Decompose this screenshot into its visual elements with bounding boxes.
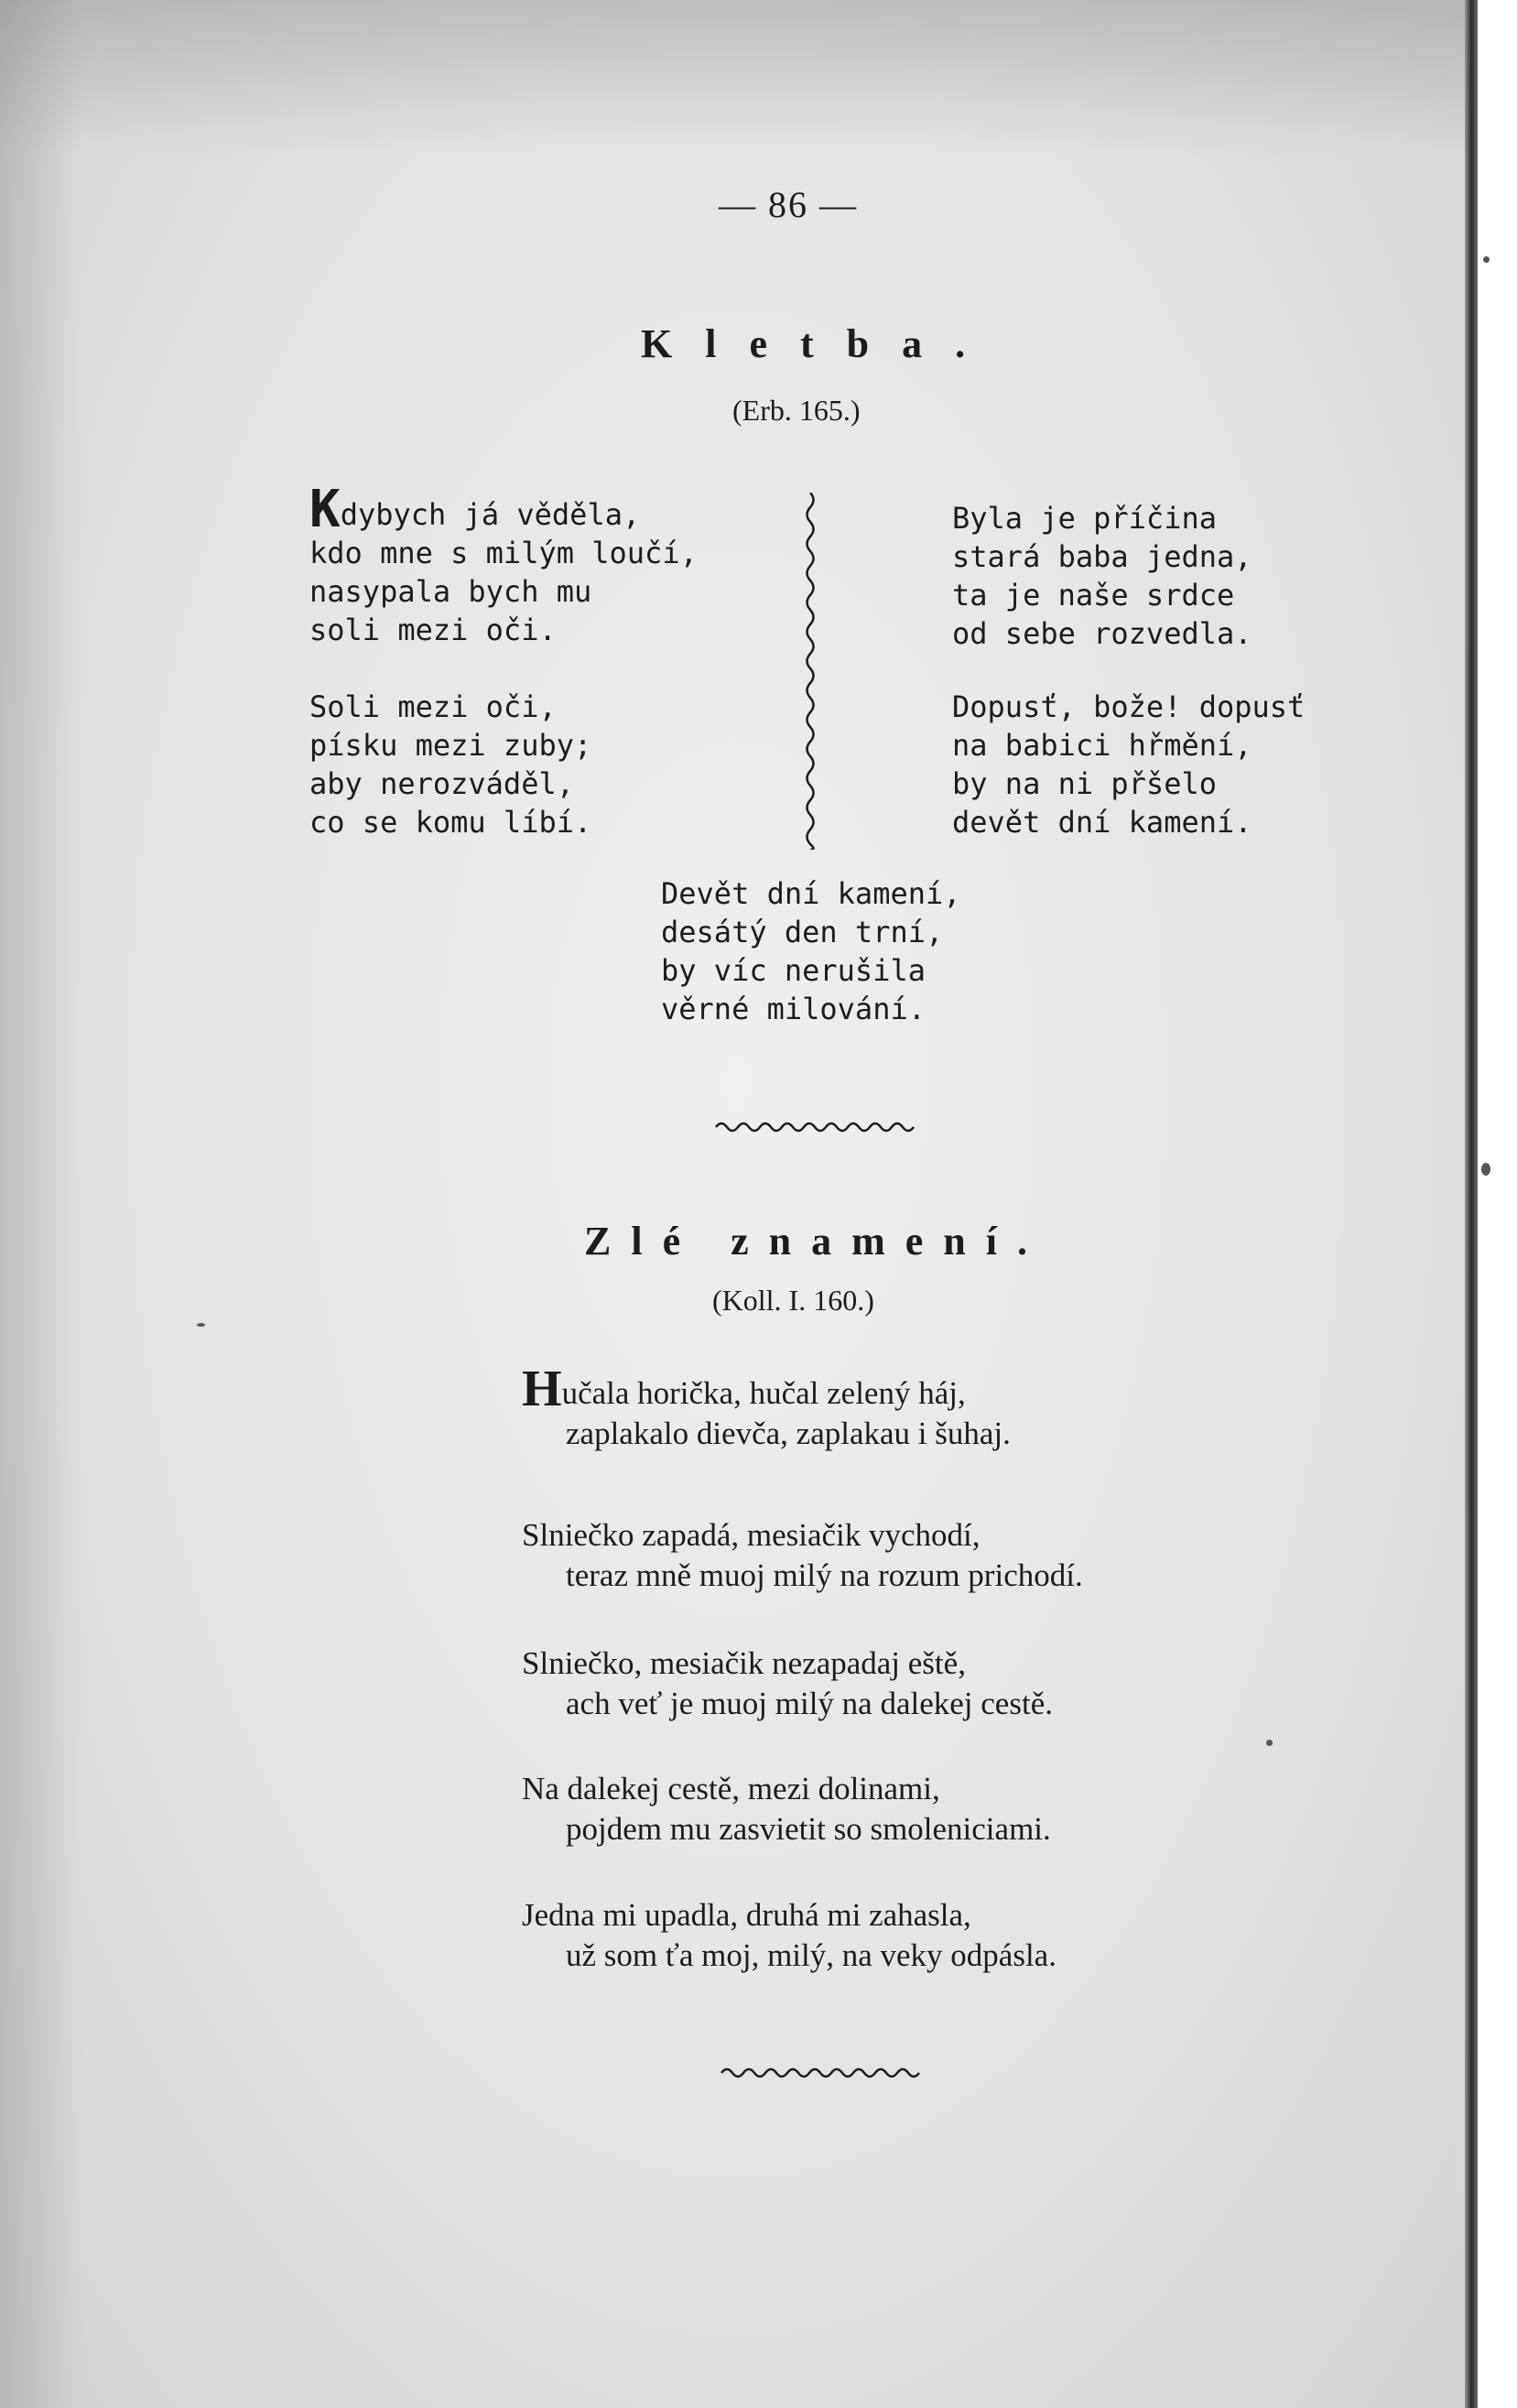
verse-line: zaplakalo dievča, zaplakau i šuhaj. <box>566 1416 1011 1451</box>
verse-line: aby nerozváděl, <box>309 766 574 801</box>
verse-line: už som ťa moj, milý, na veky odpásla. <box>566 1937 1056 1973</box>
verse-line: kdo mne s milým loučí, <box>309 536 698 570</box>
poem1-left-stanza-1 <box>309 480 698 649</box>
verse-line: desátý den trní, <box>661 915 944 949</box>
verse-line: Jedna mi upadla, druhá mi zahasla, <box>522 1897 971 1933</box>
verse-line: teraz mně muoj milý na rozum prichodí. <box>566 1557 1083 1593</box>
verse-line: Byla je příčina <box>952 501 1217 536</box>
verse-line: Devět dní kamení, <box>661 876 961 911</box>
poem1-right-stanza-2 <box>952 688 1305 841</box>
book-binding-edge <box>1465 0 1478 2408</box>
verse-line: nasypala bych mu <box>309 574 592 609</box>
poem1-center-stanza <box>661 874 961 1028</box>
scan-speck <box>1481 1163 1490 1176</box>
wavy-ornament-divider <box>714 1114 916 1136</box>
verse-line: ach veť je muoj milý na dalekej cestě. <box>566 1686 1053 1721</box>
verse-line: Hučala horička, hučal zelený háj, <box>522 1361 966 1417</box>
verse-line: od sebe rozvedla. <box>952 616 1252 651</box>
verse-line: co se komu líbí. <box>309 805 592 840</box>
verse-line: Soli mezi oči, <box>309 689 557 724</box>
verse-line: Kdybych já věděla, <box>309 480 641 539</box>
page-left-shadow <box>0 0 82 2408</box>
poem2-stanza-3 <box>522 1643 1053 1724</box>
scan-speck <box>1266 1740 1273 1746</box>
scan-speck <box>197 1323 205 1327</box>
verse-line: Slniečko zapadá, mesiačik vychodí, <box>522 1517 981 1553</box>
verse-line: by na ni přšelo <box>952 766 1217 801</box>
verse-line: na babici hřmění, <box>952 728 1252 763</box>
scan-speck <box>1483 256 1490 263</box>
poem2-stanza-1 <box>522 1361 1011 1454</box>
drop-cap: H <box>522 1361 562 1417</box>
wavy-ornament-divider <box>720 2060 921 2082</box>
verse-line: by víc nerušila <box>661 953 926 988</box>
verse-line: Dopusť, bože! dopusť <box>952 689 1306 724</box>
poem1-source: (Erb. 165.) <box>732 394 861 427</box>
poem1-left-stanza-2 <box>309 688 591 841</box>
poem2-stanza-2 <box>522 1515 1083 1596</box>
poem1-title: Kletba. <box>641 321 999 366</box>
verse-line: ta je naše srdce <box>952 578 1235 613</box>
poem2-stanza-5 <box>522 1895 1056 1976</box>
verse-line: soli mezi oči. <box>309 613 557 647</box>
verse-line: devět dní kamení. <box>952 805 1252 840</box>
verse-line: věrné milování. <box>661 992 926 1026</box>
verse-line: stará baba jedna, <box>952 539 1252 574</box>
verse-line: Na dalekej cestě, mezi dolinami, <box>522 1771 940 1806</box>
poem2-source: (Koll. I. 160.) <box>712 1284 874 1317</box>
poem2-stanza-4 <box>522 1769 1051 1849</box>
drop-cap: K <box>309 480 341 539</box>
poem2-title: Zlé znamení. <box>584 1219 1047 1264</box>
page-top-shadow <box>0 0 1474 156</box>
poem1-right-stanza-1 <box>952 499 1252 653</box>
verse-line: pojdem mu zasvietit so smoleniciami. <box>566 1811 1051 1847</box>
verse-line: písku mezi zuby; <box>309 728 592 763</box>
page-number: — 86 — <box>719 184 858 225</box>
verse-line: Slniečko, mesiačik nezapadaj eště, <box>522 1645 966 1681</box>
wavy-column-divider <box>796 493 824 850</box>
